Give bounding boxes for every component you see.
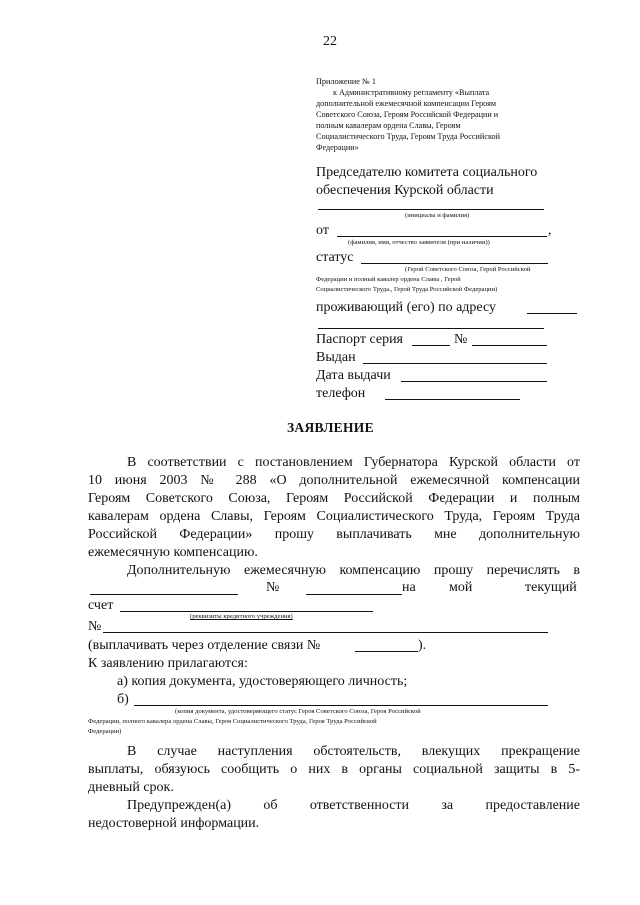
post-office-end: ). <box>418 638 427 653</box>
branch-number-field[interactable] <box>306 594 402 595</box>
para1-line: кавалерам ордена Славы, Героям Социалистического Труда, Героям Труда <box>88 509 580 524</box>
appendix-line: к Административному регламенту «Выплата <box>333 88 490 97</box>
page-number: 22 <box>323 34 337 49</box>
attachment-b-field[interactable] <box>134 705 548 706</box>
status-caption: Социалистического Труда., Герой Труда Российской Федерации) <box>316 286 498 293</box>
passport-number-field[interactable] <box>472 345 547 346</box>
para1-line: ежемесячную компенсацию. <box>88 545 258 560</box>
bank-caption: (реквизиты кредитного учреждения) <box>190 613 293 620</box>
para3-line: В случае наступления обстоятельств, влекущих прекращение <box>127 744 580 759</box>
para3-line: выплаты, обязуюсь сообщить о них в органы социальной защиты в 5- <box>88 762 580 777</box>
issue-date-label: Дата выдачи <box>316 368 391 383</box>
address-label: проживающий (его) по адресу <box>316 300 497 315</box>
issued-field[interactable] <box>363 363 547 364</box>
para3-line: дневный срок. <box>88 780 174 795</box>
addressee-line-2: обеспечения Курской области <box>316 183 494 198</box>
passport-series-field[interactable] <box>412 345 450 346</box>
address-field-2[interactable] <box>318 328 544 329</box>
appendix-block <box>316 76 500 153</box>
para1-line: Героям Советского Союза, Героям Российской Федерации и полным <box>88 491 580 506</box>
account-label: счет <box>88 598 114 613</box>
status-label: статус <box>316 250 354 265</box>
para4-line: Предупрежден(а) об ответственности за предоставление <box>127 798 580 813</box>
para2-no-sign: № <box>266 580 280 595</box>
address-field-1[interactable] <box>527 313 577 314</box>
phone-field[interactable] <box>385 399 520 400</box>
para4-line: недостоверной информации. <box>88 816 260 831</box>
attachment-caption: (копия документа, удостоверяющего статус Героя Советского Союза, Героя Российской <box>175 708 421 715</box>
para2-moy: мой <box>449 580 473 595</box>
from-comma: , <box>548 223 552 238</box>
para2-current: текущий <box>525 580 577 595</box>
from-label: от <box>316 223 329 238</box>
issued-label: Выдан <box>316 350 356 365</box>
appendix-line: дополнительной ежемесячной компенсации Героям <box>316 99 497 108</box>
status-field[interactable] <box>361 263 548 264</box>
appendix-title: Приложение № 1 <box>316 77 376 86</box>
para1-line: Российской Федерации» прошу выплачивать мне дополнительную <box>88 527 580 542</box>
attachment-caption: Федерации, полного кавалера ордена Славы, Героя Социалистического Труда, Героя Труда Российской <box>88 718 377 725</box>
bank-name-field[interactable] <box>90 594 238 595</box>
attachments-title: К заявлению прилагаются: <box>88 656 248 671</box>
initials-field[interactable] <box>318 209 544 210</box>
para1-line: В соответствии с постановлением Губернатора Курской области от <box>127 455 580 470</box>
from-caption: (фамилия, имя, отчество заявителя (при наличии)) <box>348 239 490 246</box>
phone-label: телефон <box>316 386 366 401</box>
account-field[interactable] <box>120 611 373 612</box>
attachment-caption: Федерации) <box>88 728 122 735</box>
attachment-item-a: а) копия документа, удостоверяющего личность; <box>117 674 408 689</box>
account-number-field[interactable] <box>103 632 548 633</box>
account-number-sign: № <box>88 619 102 634</box>
para2-na: на <box>402 580 416 595</box>
attachment-item-b: б) <box>117 692 129 707</box>
status-caption: (Герой Советского Союза, Герой Российской <box>405 266 531 273</box>
post-office-text: (выплачивать через отделение связи № <box>88 638 321 653</box>
post-office-field[interactable] <box>355 651 418 652</box>
addressee-line-1: Председателю комитета социального <box>316 165 538 180</box>
issue-date-field[interactable] <box>401 381 547 382</box>
appendix-line: Федерации» <box>316 143 359 152</box>
status-caption: Федерации и полный кавалер ордена Славы , Герой <box>316 276 461 283</box>
appendix-line: Социалистического Труда, Героям Труда Российской <box>316 132 500 141</box>
appendix-line: Советского Союза, Героям Российской Федерации и <box>316 110 499 119</box>
initials-caption: (инициалы и фамилия) <box>405 212 470 219</box>
appendix-line: полным кавалерам ордена Славы, Героям <box>316 121 461 130</box>
passport-no-sign: № <box>454 332 468 347</box>
from-field[interactable] <box>337 236 547 237</box>
passport-label: Паспорт серия <box>316 332 403 347</box>
para2-line: Дополнительную ежемесячную компенсацию прошу перечислять в <box>127 563 580 578</box>
statement-heading: ЗАЯВЛЕНИЕ <box>287 420 374 435</box>
para1-line: 10 июня 2003 № 288 «О дополнительной ежемесячной компенсации <box>88 473 580 488</box>
